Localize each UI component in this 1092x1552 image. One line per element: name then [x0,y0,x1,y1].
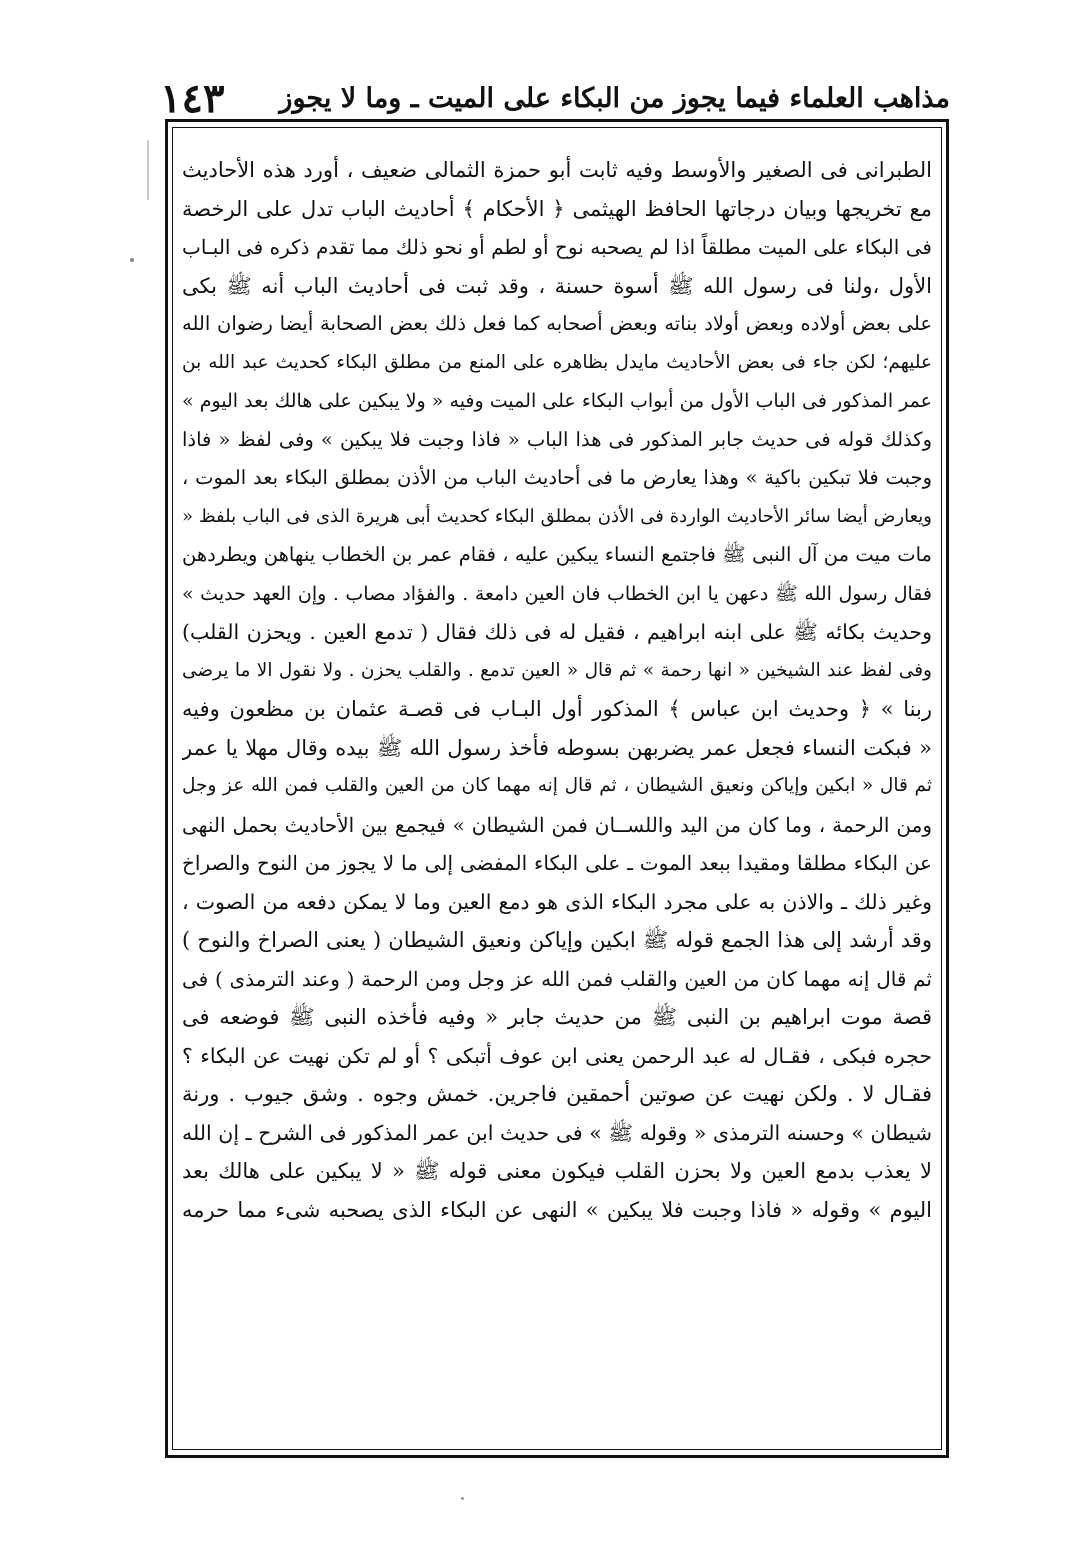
text-line: « فبكت النساء فجعل عمر يضربهن بسوطه فأخذ رسول الله ﷺ بيده وقال مهلا يا عمر [182,735,932,760]
running-title: مذاهب العلماء فيما يجوز من البكاء على الميت ـ وما لا يجوز [279,82,950,114]
text-line: عليهم؛ لكن جاء فى بعض الأحاديث مايدل بظاهره على المنع من مطلق البكاء كحديث عبد الله بن [182,351,932,373]
text-body [182,151,932,1229]
text-line: مع تخريجها وبيان درجاتها الحافظ الهيثمى ﴿ الأحكام ﴾ أحاديث الباب تدل على الرخصة [182,196,932,221]
text-line: ثم قال « ابكين وإياكن ونعيق الشيطان ، ثم قال إنه مهما كان من العين والقلب فمن الله عز وجل [182,775,932,796]
text-line: وفى لفظ عند الشيخين « انها رحمة » ثم قال « العين تدمع . والقلب يحزن . ولا نقول الا ما يرضى [182,659,932,681]
text-line: مات ميت من آل النبى ﷺ فاجتمع النساء يبكين عليه ، فقام عمر بن الخطاب ينهاهن ويطردهن [182,543,932,566]
text-line: وكذلك قوله فى حديث جابر المذكور فى هذا الباب « فاذا وجبت فلا يبكين » وفى لفظ « فاذا [182,427,932,451]
text-line: الأول ،ولنا فى رسول الله ﷺ أسوة حسنة ، وقد ثبت فى أحاديث الباب أنه ﷺ بكى [182,273,932,298]
text-line: وجبت فلا تبكين باكية » وهذا يعارض ما فى أحاديث الباب من الأذن بمطلق البكاء بعد الموت ، [182,466,932,489]
text-line: عن البكاء مطلقا ومقيدا ببعد الموت ـ على البكاء المفضى إلى ما لا يجوز من النوح والصراخ [182,851,932,875]
text-line: وحديث بكائه ﷺ على ابنه ابراهيم ، فقيل له فى ذلك فقال ( تدمع العين . ويحزن القلب) [182,620,932,644]
text-line: فقـال لا . ولكن نهيت عن صوتين أحمقين فاجرين. خمش وجوه . وشق جيوب . ورنة [182,1082,932,1106]
text-line: قصة موت ابراهيم بن النبى ﷺ من حديث جابر « وفيه فأخذه النبى ﷺ فوضعه فى [182,1005,932,1029]
text-line: فقال رسول الله ﷺ دعهن يا ابن الخطاب فان العين دامعة . والفؤاد مصاب . وإن العهد حديث » [182,582,932,605]
text-line: لا يعذب بدمع العين ولا بحزن القلب فيكون معنى قوله ﷺ « لا يبكين على هالك بعد [182,1159,932,1183]
margin-scan-mark [147,140,149,200]
text-line: شيطان » وحسنه الترمذى « وقوله ﷺ » فى حديث ابن عمر المذكور فى الشرح ـ إن الله [182,1120,932,1145]
text-line: اليوم » وقوله « فاذا وجبت فلا يبكين » النهى عن البكاء الذى يصحبه شىء مما حرمه [182,1197,932,1222]
text-line: الطبرانى فى الصغير والأوسط وفيه ثابت أبو حمزة الثمالى ضعيف ، أورد هذه الأحاديث [182,158,932,182]
text-line: فى البكاء على الميت مطلقاً اذا لم يصحبه نوح أو لطم أو نحو ذلك مما تقدم ذكره فى البـاب [182,235,932,259]
text-line: وغير ذلك ـ والاذن به على مجرد البكاء الذى هو دمع العين وما لا يمكن دفعه من الصوت ، [182,889,932,914]
text-line: ومن الرحمة ، وما كان من اليد واللســان فمن الشيطان » فيجمع بين الأحاديث بحمل النهى [182,812,932,837]
bottom-dot [461,1497,464,1500]
text-line: وقد أرشد إلى هذا الجمع قوله ﷺ ابكين وإياكن ونعيق الشيطان ( يعنى الصراخ والنوح ) [182,928,932,952]
margin-dot [130,258,134,262]
text-line: عمر المذكور فى الباب الأول من أبواب البكاء على الميت وفيه « ولا يبكين على هالك بعد اليوم » [182,390,932,412]
page-header [160,70,950,126]
text-line: ثم قال إنه مهما كان من العين والقلب فمن الله عز وجل ومن الرحمة ( وعند الترمذى ) فى [182,966,932,991]
text-line: على بعض أولاده وبعض أولاد بناته وبعض أصحابه كما فعل ذلك بعض الصحابة أيضا رضوان الله [182,312,932,335]
page-number: ١٤٣ [160,74,225,122]
text-line: ربنا » ﴿ وحديث ابن عباس ﴾ المذكور أول البـاب فى قصـة عثمان بن مظعون وفيه [182,697,932,721]
text-line: ويعارض أيضا سائر الأحاديث الواردة فى الأذن بمطلق البكاء كحديث أبى هريرة الذى فى الباب بلفظ « [182,505,932,527]
text-line: حجره فبكى ، فقـال له عبد الرحمن يعنى ابن عوف أتبكى ؟ أو لم تكن نهيت عن البكاء ؟ [182,1043,932,1068]
